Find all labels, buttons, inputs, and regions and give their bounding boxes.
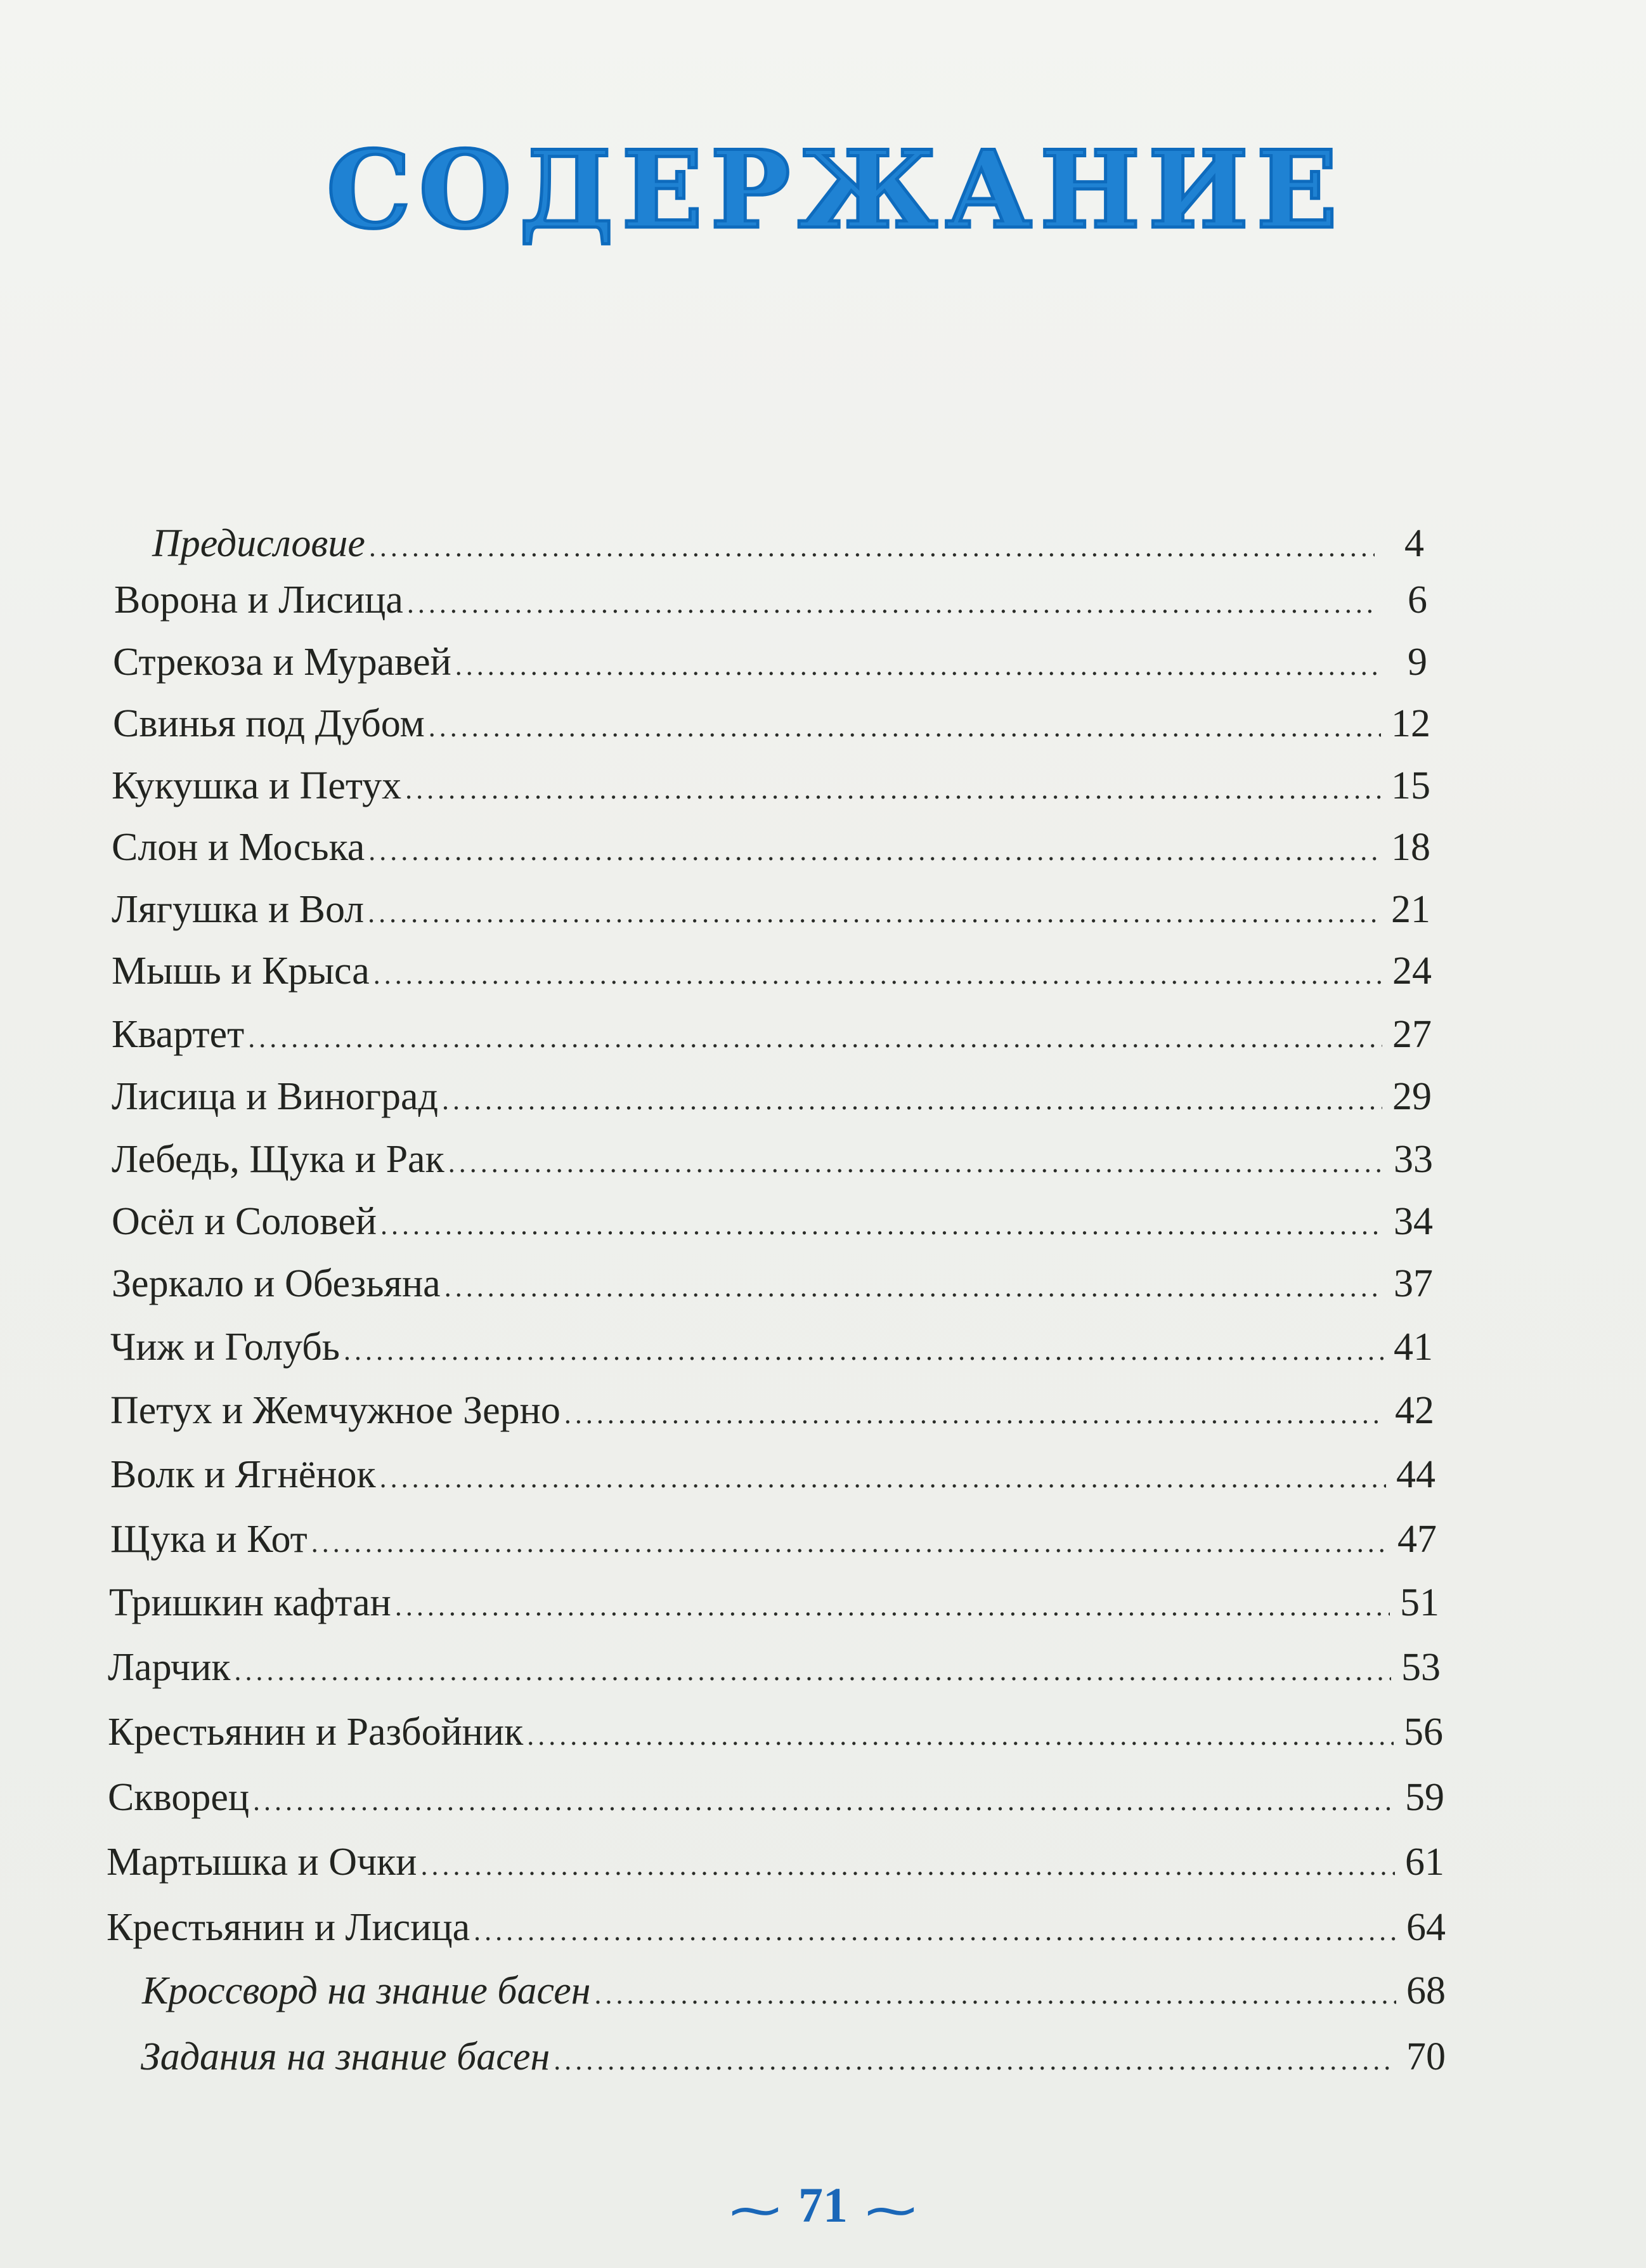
toc-entry[interactable] [107, 1842, 1444, 1882]
toc-entry[interactable] [112, 1015, 1432, 1054]
toc-entry-page: 4 [1404, 522, 1424, 565]
wave-ornament-icon: ⁓ [865, 2183, 916, 2239]
toc-entry[interactable] [112, 1077, 1432, 1116]
toc-entry-page: 56 [1404, 1711, 1443, 1754]
toc-entry-title: Крестьянин и Разбойник [108, 1711, 524, 1754]
toc-entry-page: 24 [1392, 949, 1432, 993]
dot-leader [373, 961, 1382, 989]
dot-leader [380, 1464, 1386, 1492]
toc-entry-page: 68 [1406, 1969, 1446, 2012]
toc-entry[interactable] [110, 1455, 1435, 1494]
toc-entry[interactable] [113, 704, 1430, 743]
toc-entry-page: 34 [1394, 1200, 1433, 1243]
dot-leader [395, 1593, 1390, 1620]
toc-entry[interactable] [110, 1391, 1434, 1430]
toc-entry-page: 9 [1408, 641, 1427, 684]
toc-entry[interactable] [108, 1648, 1441, 1687]
toc-entry-title: Кроссворд на знание басен [142, 1969, 591, 2012]
toc-entry-title: Чиж и Голубь [110, 1326, 340, 1369]
dot-leader [311, 1529, 1387, 1557]
toc-entry-title: Ларчик [108, 1646, 231, 1689]
toc-entry[interactable] [112, 1202, 1433, 1241]
dot-leader [407, 590, 1378, 618]
toc-entry-title: Волк и Ягнёнок [110, 1453, 376, 1496]
toc-entry[interactable] [107, 1908, 1446, 1947]
dot-leader [405, 776, 1381, 804]
dot-leader [595, 1981, 1397, 2009]
wave-ornament-icon: ⁓ [730, 2183, 781, 2239]
toc-entry-title: Зеркало и Обезьяна [112, 1262, 441, 1305]
dot-leader [442, 1086, 1382, 1114]
toc-entry-title: Лебедь, Щука и Рак [112, 1138, 444, 1181]
dot-leader [420, 1852, 1395, 1880]
dot-leader [429, 714, 1381, 741]
toc-entry-page: 15 [1391, 764, 1430, 807]
toc-entry-title: Мартышка и Очки [107, 1841, 417, 1884]
toc-entry-page: 59 [1405, 1776, 1444, 1819]
toc-entry-page: 6 [1408, 578, 1427, 622]
toc-entry-title: Стрекоза и Муравей [113, 641, 451, 684]
dot-leader [248, 1024, 1382, 1052]
toc-entry-title: Задания на знание басен [141, 2035, 550, 2078]
toc-entry[interactable] [113, 642, 1427, 682]
toc-entry[interactable] [142, 1971, 1446, 2011]
toc-entry[interactable] [112, 766, 1430, 805]
dot-leader [448, 1149, 1384, 1177]
toc-entry-page: 47 [1397, 1518, 1437, 1561]
toc-entry-page: 37 [1394, 1262, 1433, 1305]
toc-entry[interactable] [152, 524, 1424, 563]
toc-entry-title: Лисица и Виноград [112, 1075, 439, 1118]
toc-entry[interactable] [108, 1712, 1443, 1752]
toc-entry-title: Предисловие [152, 522, 365, 565]
toc-entry[interactable] [112, 1140, 1433, 1179]
toc-entry-title: Квартет [112, 1013, 245, 1056]
toc-entry[interactable] [141, 2037, 1446, 2076]
toc-entry[interactable] [110, 1327, 1433, 1367]
dot-leader [527, 1722, 1394, 1750]
page-footer [0, 2177, 1646, 2240]
toc-entry-page: 64 [1406, 1906, 1446, 1949]
toc-entry-page: 42 [1395, 1389, 1434, 1432]
toc-entry[interactable] [108, 1778, 1444, 1817]
dot-leader [253, 1787, 1395, 1815]
toc-entry-title: Осёл и Соловей [112, 1200, 377, 1243]
toc-entry[interactable] [112, 890, 1430, 929]
dot-leader [474, 1917, 1396, 1945]
toc-entry-title: Лягушка и Вол [112, 888, 365, 931]
toc-entry-page: 18 [1391, 826, 1430, 869]
toc-entry-page: 61 [1405, 1841, 1444, 1884]
toc-entry[interactable] [112, 828, 1430, 867]
dot-leader [380, 1211, 1384, 1239]
toc-entry[interactable] [112, 951, 1432, 991]
dot-leader [344, 1337, 1384, 1365]
toc-entry-title: Мышь и Крыса [112, 949, 370, 993]
toc-entry-page: 21 [1391, 888, 1430, 931]
dot-leader [235, 1657, 1391, 1685]
toc-entry-page: 12 [1391, 702, 1430, 745]
dot-leader [444, 1274, 1384, 1301]
toc-entry[interactable] [112, 1264, 1433, 1303]
toc-entry-title: Тришкин кафтан [109, 1581, 391, 1624]
toc-entry[interactable] [109, 1583, 1439, 1622]
toc-entry-page: 51 [1400, 1581, 1439, 1624]
toc-entry-title: Кукушка и Петух [112, 764, 402, 807]
toc-entry-page: 53 [1401, 1646, 1441, 1689]
dot-leader [368, 899, 1381, 927]
dot-leader [564, 1400, 1385, 1428]
toc-entry-page: 33 [1394, 1138, 1433, 1181]
toc-entry-page: 41 [1394, 1326, 1433, 1369]
toc-entry-page: 70 [1406, 2035, 1446, 2078]
page-number: 71 [798, 2177, 848, 2232]
toc-entry-title: Ворона и Лисица [114, 578, 403, 622]
page-title: СОДЕРЖАНИЕ [326, 127, 1345, 252]
toc-entry-page: 44 [1396, 1453, 1435, 1496]
dot-leader [455, 652, 1378, 680]
toc-entry[interactable] [110, 1520, 1437, 1559]
toc-entry-title: Свинья под Дубом [113, 702, 425, 745]
toc-entry-page: 29 [1392, 1075, 1432, 1118]
dot-leader [368, 837, 1381, 865]
toc-entry-title: Слон и Моська [112, 826, 365, 869]
toc-entry-page: 27 [1392, 1013, 1432, 1056]
toc-entry-title: Петух и Жемчужное Зерно [110, 1389, 561, 1432]
toc-entry-title: Скворец [108, 1776, 250, 1819]
dot-leader [554, 2047, 1396, 2075]
dot-leader [369, 533, 1375, 561]
toc-entry[interactable] [114, 580, 1427, 620]
toc-entry-title: Крестьянин и Лисица [107, 1906, 470, 1949]
toc-entry-title: Щука и Кот [110, 1518, 308, 1561]
